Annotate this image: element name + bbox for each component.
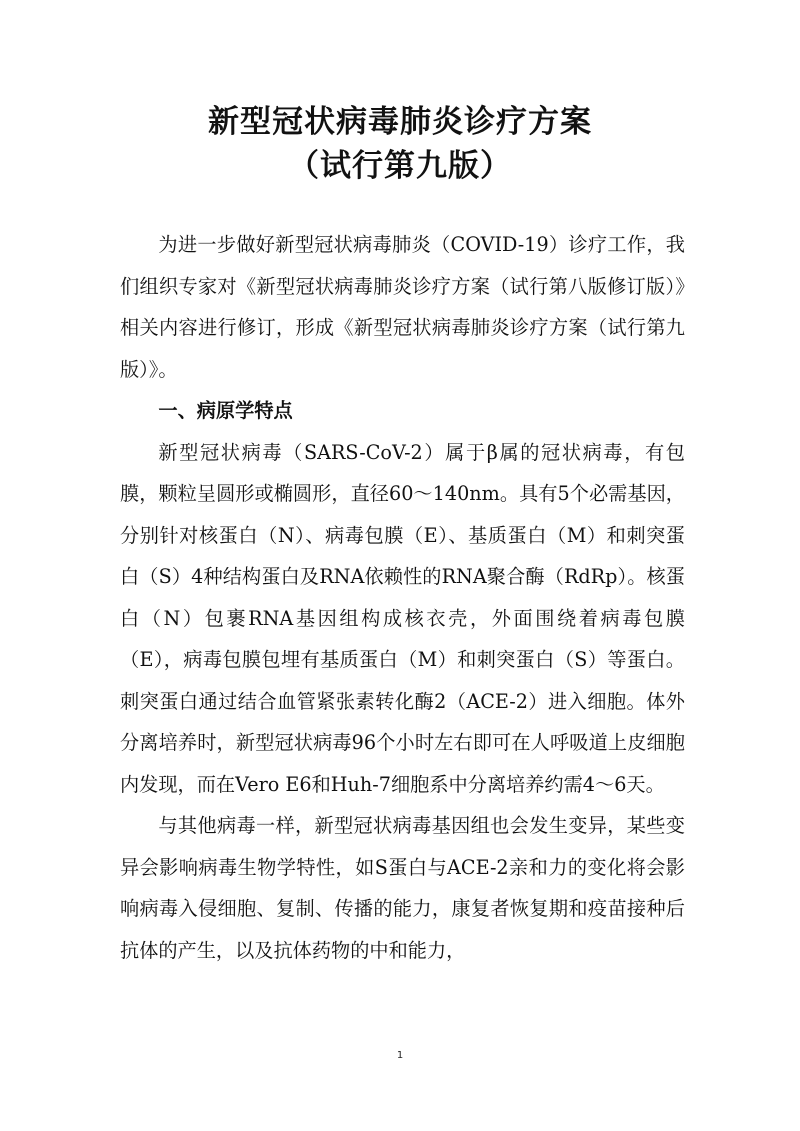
document-subtitle: （试行第九版） [288, 148, 512, 184]
intro-paragraph: 为进一步做好新型冠状病毒肺炎（COVID-19）诊疗工作，我们组织专家对《新型冠状病毒肺炎诊疗方案（试行第八版修订版）》相关内容进行修订，形成《新型冠状病毒肺炎诊疗方案（试行第九版）》。 [120, 233, 685, 381]
document-title-block [0, 100, 800, 188]
document-title: 新型冠状病毒肺炎诊疗方案 [208, 104, 592, 140]
pathogen-paragraph: 新型冠状病毒（SARS-CoV-2）属于β属的冠状病毒，有包膜，颗粒呈圆形或椭圆形，直径60～140nm。具有5个必需基因，分别针对核蛋白（N）、病毒包膜（E）、基质蛋白（M）和刺突蛋白（S）4种结构蛋白及RNA依赖性的RNA聚合酶（RdRp）。核蛋白（N）包裹RNA基因组构成核衣壳，外面围绕着病毒包膜（E），病毒包膜包埋有基质蛋白（M）和刺突蛋白（S）等蛋白。刺突蛋白通过结合血管紧张素转化酶2（ACE-2）进入细胞。体外分离培养时，新型冠状病毒96个小时左右即可在人呼吸道上皮细胞内发现，而在Vero E6和Huh-7细胞系中分离培养约需4～6天。 [120, 440, 685, 796]
section-heading: 一、病原学特点 [158, 399, 293, 422]
page-number: 1 [396, 1050, 404, 1061]
document-body [120, 224, 685, 971]
mutation-paragraph: 与其他病毒一样，新型冠状病毒基因组也会发生变异，某些变异会影响病毒生物学特性，如S蛋白与ACE-2亲和力的变化将会影响病毒入侵细胞、复制、传播的能力，康复者恢复期和疫苗接种后抗体的产生，以及抗体药物的中和能力， [120, 814, 685, 962]
